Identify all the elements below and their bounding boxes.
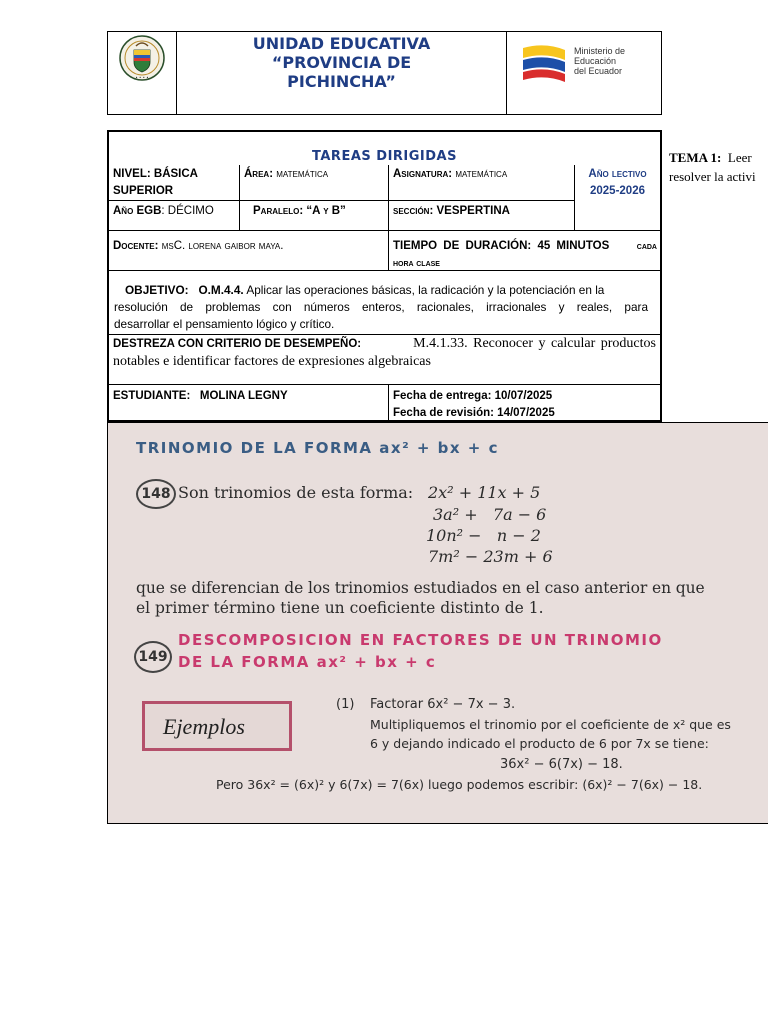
school-crest-logo [116,32,168,84]
school-name-line-3: PICHINCHA” [287,72,396,91]
ejemplos-box [142,701,292,751]
paralelo-cell [253,203,346,220]
paralelo-value: “A y B” [306,205,346,217]
example-line-5: Pero 36x² = (6x)² y 6(7x) = 7(6x) luego podemos escribir: (6x)² − 7(6x) − 18. [216,777,703,792]
ministry-name-line-2: Educación [574,56,617,66]
seccion-cell [393,203,510,220]
section-number-148: 148 [136,479,176,509]
docente-value: msC. lorena gaibor maya. [161,240,284,252]
ministry-name-line-1: Ministerio de [574,46,626,56]
asignatura-cell [393,166,507,183]
example-line-1: Factorar 6x² − 7x − 3. [370,697,516,712]
ejemplos-label: Ejemplos [163,714,245,739]
tema-label: TEMA 1: [669,150,722,165]
sec149-title-2: DE LA FORMA ax² + bx + c [178,653,437,671]
tema-text-2: resolver la activi [669,169,756,184]
scan-expr-4: 7m² − 23m + 6 [428,547,553,566]
estudiante-value: MOLINA LEGNY [199,390,288,402]
asignatura-label: Asignatura: [393,168,453,180]
ministry-logo [519,44,659,88]
estudiante-cell [113,388,288,405]
scan-heading: TRINOMIO DE LA FORMA ax² + bx + c [136,439,499,457]
objetivo-text-2: resolución de problemas con números enteros, racionales, irracionales y reales, para [114,300,648,314]
scan-expr-3: 10n² − n − 2 [426,526,541,545]
school-name-line-1: UNIDAD EDUCATIVA [252,34,431,53]
scan-intro: Son trinomios de esta forma: [178,483,414,502]
textbook-scan-image [107,422,768,824]
nivel-label: NIVEL: [113,168,151,180]
anio-lectivo-label: Año lectivo [588,168,647,180]
destreza-label: DESTREZA CON CRITERIO DE DESEMPEÑO: [113,338,362,350]
scan-expr-1: 2x² + 11x + 5 [428,483,541,502]
form-title: TAREAS DIRIGIDAS [312,149,457,164]
anio-lectivo-value: 2025-2026 [590,185,645,197]
scan-expr-2: 3a² + 7a − 6 [433,505,547,524]
scan-para-1: que se diferencian de los trinomios estudiados en el caso anterior en que [136,579,705,597]
fecha-entrega: Fecha de entrega: 10/07/2025 [393,390,553,402]
tema-text-1: Leer [727,150,752,165]
objetivo-text-3: desarrollar el pensamiento lógico y crítico. [114,317,335,331]
svg-text:• • • •: • • • • [135,75,149,80]
destreza-text-2: notables e identificar factores de expresiones algebraicas [113,354,431,369]
example-line-3: 6 y dejando indicado el producto de 6 por 7x se tiene: [370,736,709,751]
destreza-cell [113,335,656,371]
anio-egb-label: Año EGB [113,205,162,217]
seccion-label: sección: [393,205,434,217]
tiempo-cell [393,238,657,272]
tiempo-suffix: cada [636,241,657,252]
scan-para-2: el primer término tiene un coeficiente distinto de 1. [136,599,544,617]
area-value: matemática [276,168,329,180]
example-number: (1) [336,697,355,712]
fechas-cell [393,388,555,422]
paralelo-label: Paralelo: [253,205,304,217]
school-name [177,34,506,91]
task-form-table [107,130,662,422]
anio-egb-value: : DÉCIMO [161,205,214,217]
seccion-value: VESPERTINA [436,205,510,217]
docente-cell [113,238,283,255]
tiempo-line-2: hora clase [393,258,440,269]
anio-egb-cell [113,203,214,220]
objetivo-code: O.M.4.4. [198,283,244,297]
asignatura-value: matemática [455,168,508,180]
nivel-cell [113,166,237,200]
tiempo-label: TIEMPO DE DURACIÓN: 45 MINUTOS [393,240,610,252]
objetivo-cell [114,282,648,333]
ecuador-flag-icon [519,44,569,86]
example-line-4: 36x² − 6(7x) − 18. [500,757,623,772]
fecha-revision: Fecha de revisión: 14/07/2025 [393,407,555,419]
ministry-name-line-3: del Ecuador [574,66,623,76]
destreza-text-1: M.4.1.33. Reconocer y calcular productos [413,336,656,351]
anio-lectivo-cell [575,166,660,200]
section-number-149: 149 [134,641,172,673]
header-table [107,31,662,115]
school-name-line-2: “PROVINCIA DE [271,53,412,72]
area-cell [244,166,328,183]
docente-label: Docente: [113,240,159,252]
estudiante-label: ESTUDIANTE: [113,390,191,402]
nivel-value-2: SUPERIOR [113,185,174,197]
area-label: Área: [244,168,274,180]
example-line-2: Multipliquemos el trinomio por el coeficiente de x² que es [370,717,731,732]
side-text [669,148,756,186]
objetivo-label: OBJETIVO: [125,283,189,297]
nivel-value: BÁSICA [153,168,198,180]
sec149-title-1: DESCOMPOSICION EN FACTORES DE UN TRINOMIO [178,631,663,649]
objetivo-text-1: Aplicar las operaciones básicas, la radicación y la potenciación en la [246,283,605,297]
